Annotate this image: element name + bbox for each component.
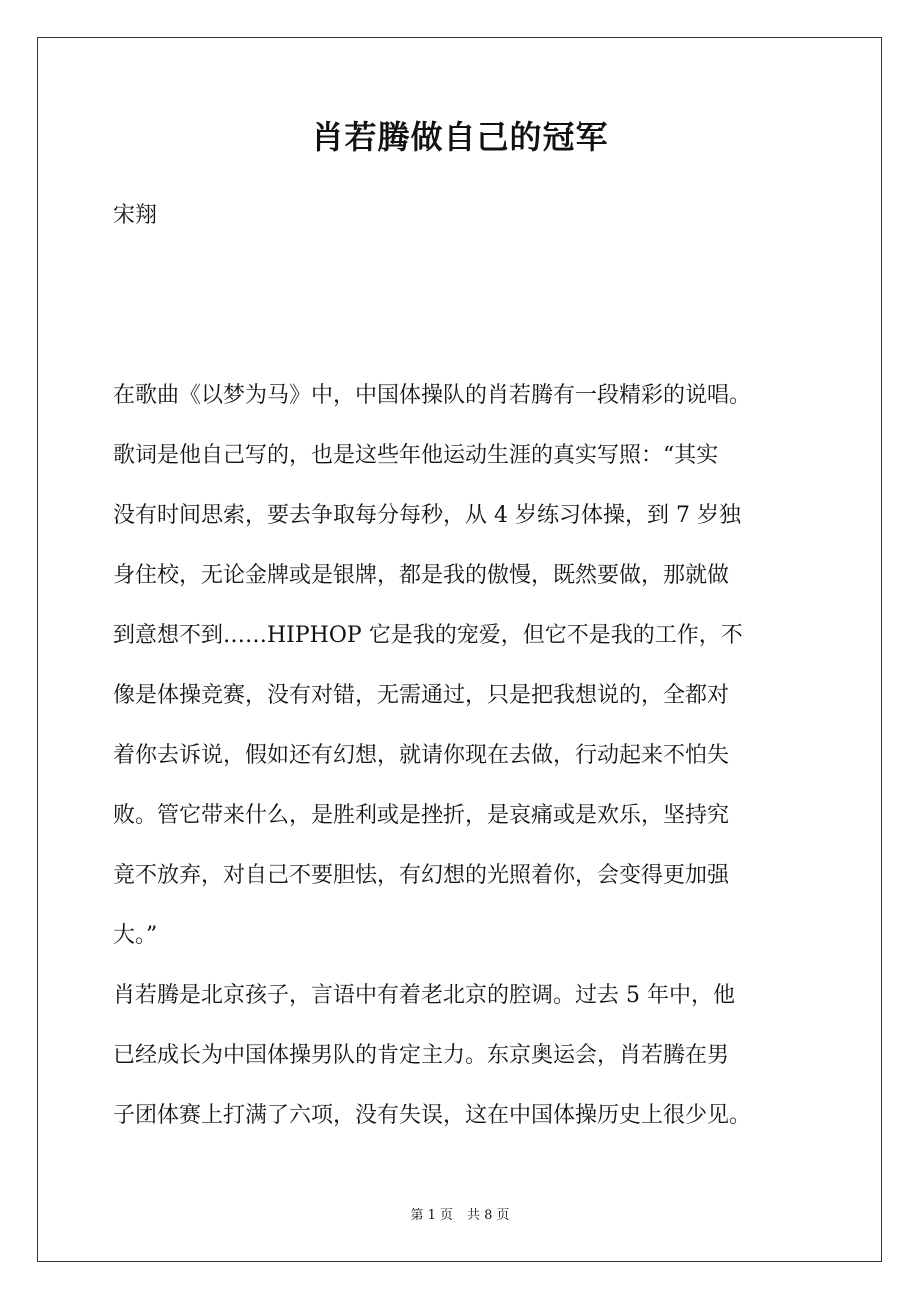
body-line-10: 大。” [113,923,158,948]
body-line-12: 已经成长为中国体操男队的肯定主力。东京奥运会，肖若腾在男 [113,1043,730,1068]
author-name: 宋翔 [113,203,158,228]
body-line-6: 像是体操竞赛，没有对错，无需通过，只是把我想说的，全都对 [113,683,730,708]
body-line-2: 歌词是他自己写的，也是这些年他运动生涯的真实写照：“其实 [113,443,719,468]
body-line-3: 没有时间思索，要去争取每分每秒，从 4 岁练习体操，到 7 岁独 [113,503,741,528]
page-total: 共 8 页 [467,1208,510,1223]
body-line-11: 肖若腾是北京孩子，言语中有着老北京的腔调。过去 5 年中，他 [113,983,735,1008]
page-number: 第 1 页 [410,1208,453,1223]
document-title: 肖若腾做自己的冠军 [311,118,609,156]
body-line-1: 在歌曲《以梦为马》中，中国体操队的肖若腾有一段精彩的说唱。 [113,383,752,408]
body-line-9: 竟不放弃，对自己不要胆怯，有幻想的光照着你，会变得更加强 [113,863,730,888]
body-line-8: 败。管它带来什么，是胜利或是挫折，是哀痛或是欢乐，坚持究 [113,803,730,828]
body-line-5: 到意想不到……HIPHOP 它是我的宠爱，但它不是我的工作，不 [113,623,743,648]
page-footer [0,1206,920,1226]
body-line-7: 着你去诉说，假如还有幻想，就请你现在去做，行动起来不怕失 [113,743,730,768]
body-line-13: 子团体赛上打满了六项，没有失误，这在中国体操历史上很少见。 [113,1103,752,1128]
body-line-4: 身住校，无论金牌或是银牌，都是我的傲慢，既然要做，那就做 [113,563,730,588]
